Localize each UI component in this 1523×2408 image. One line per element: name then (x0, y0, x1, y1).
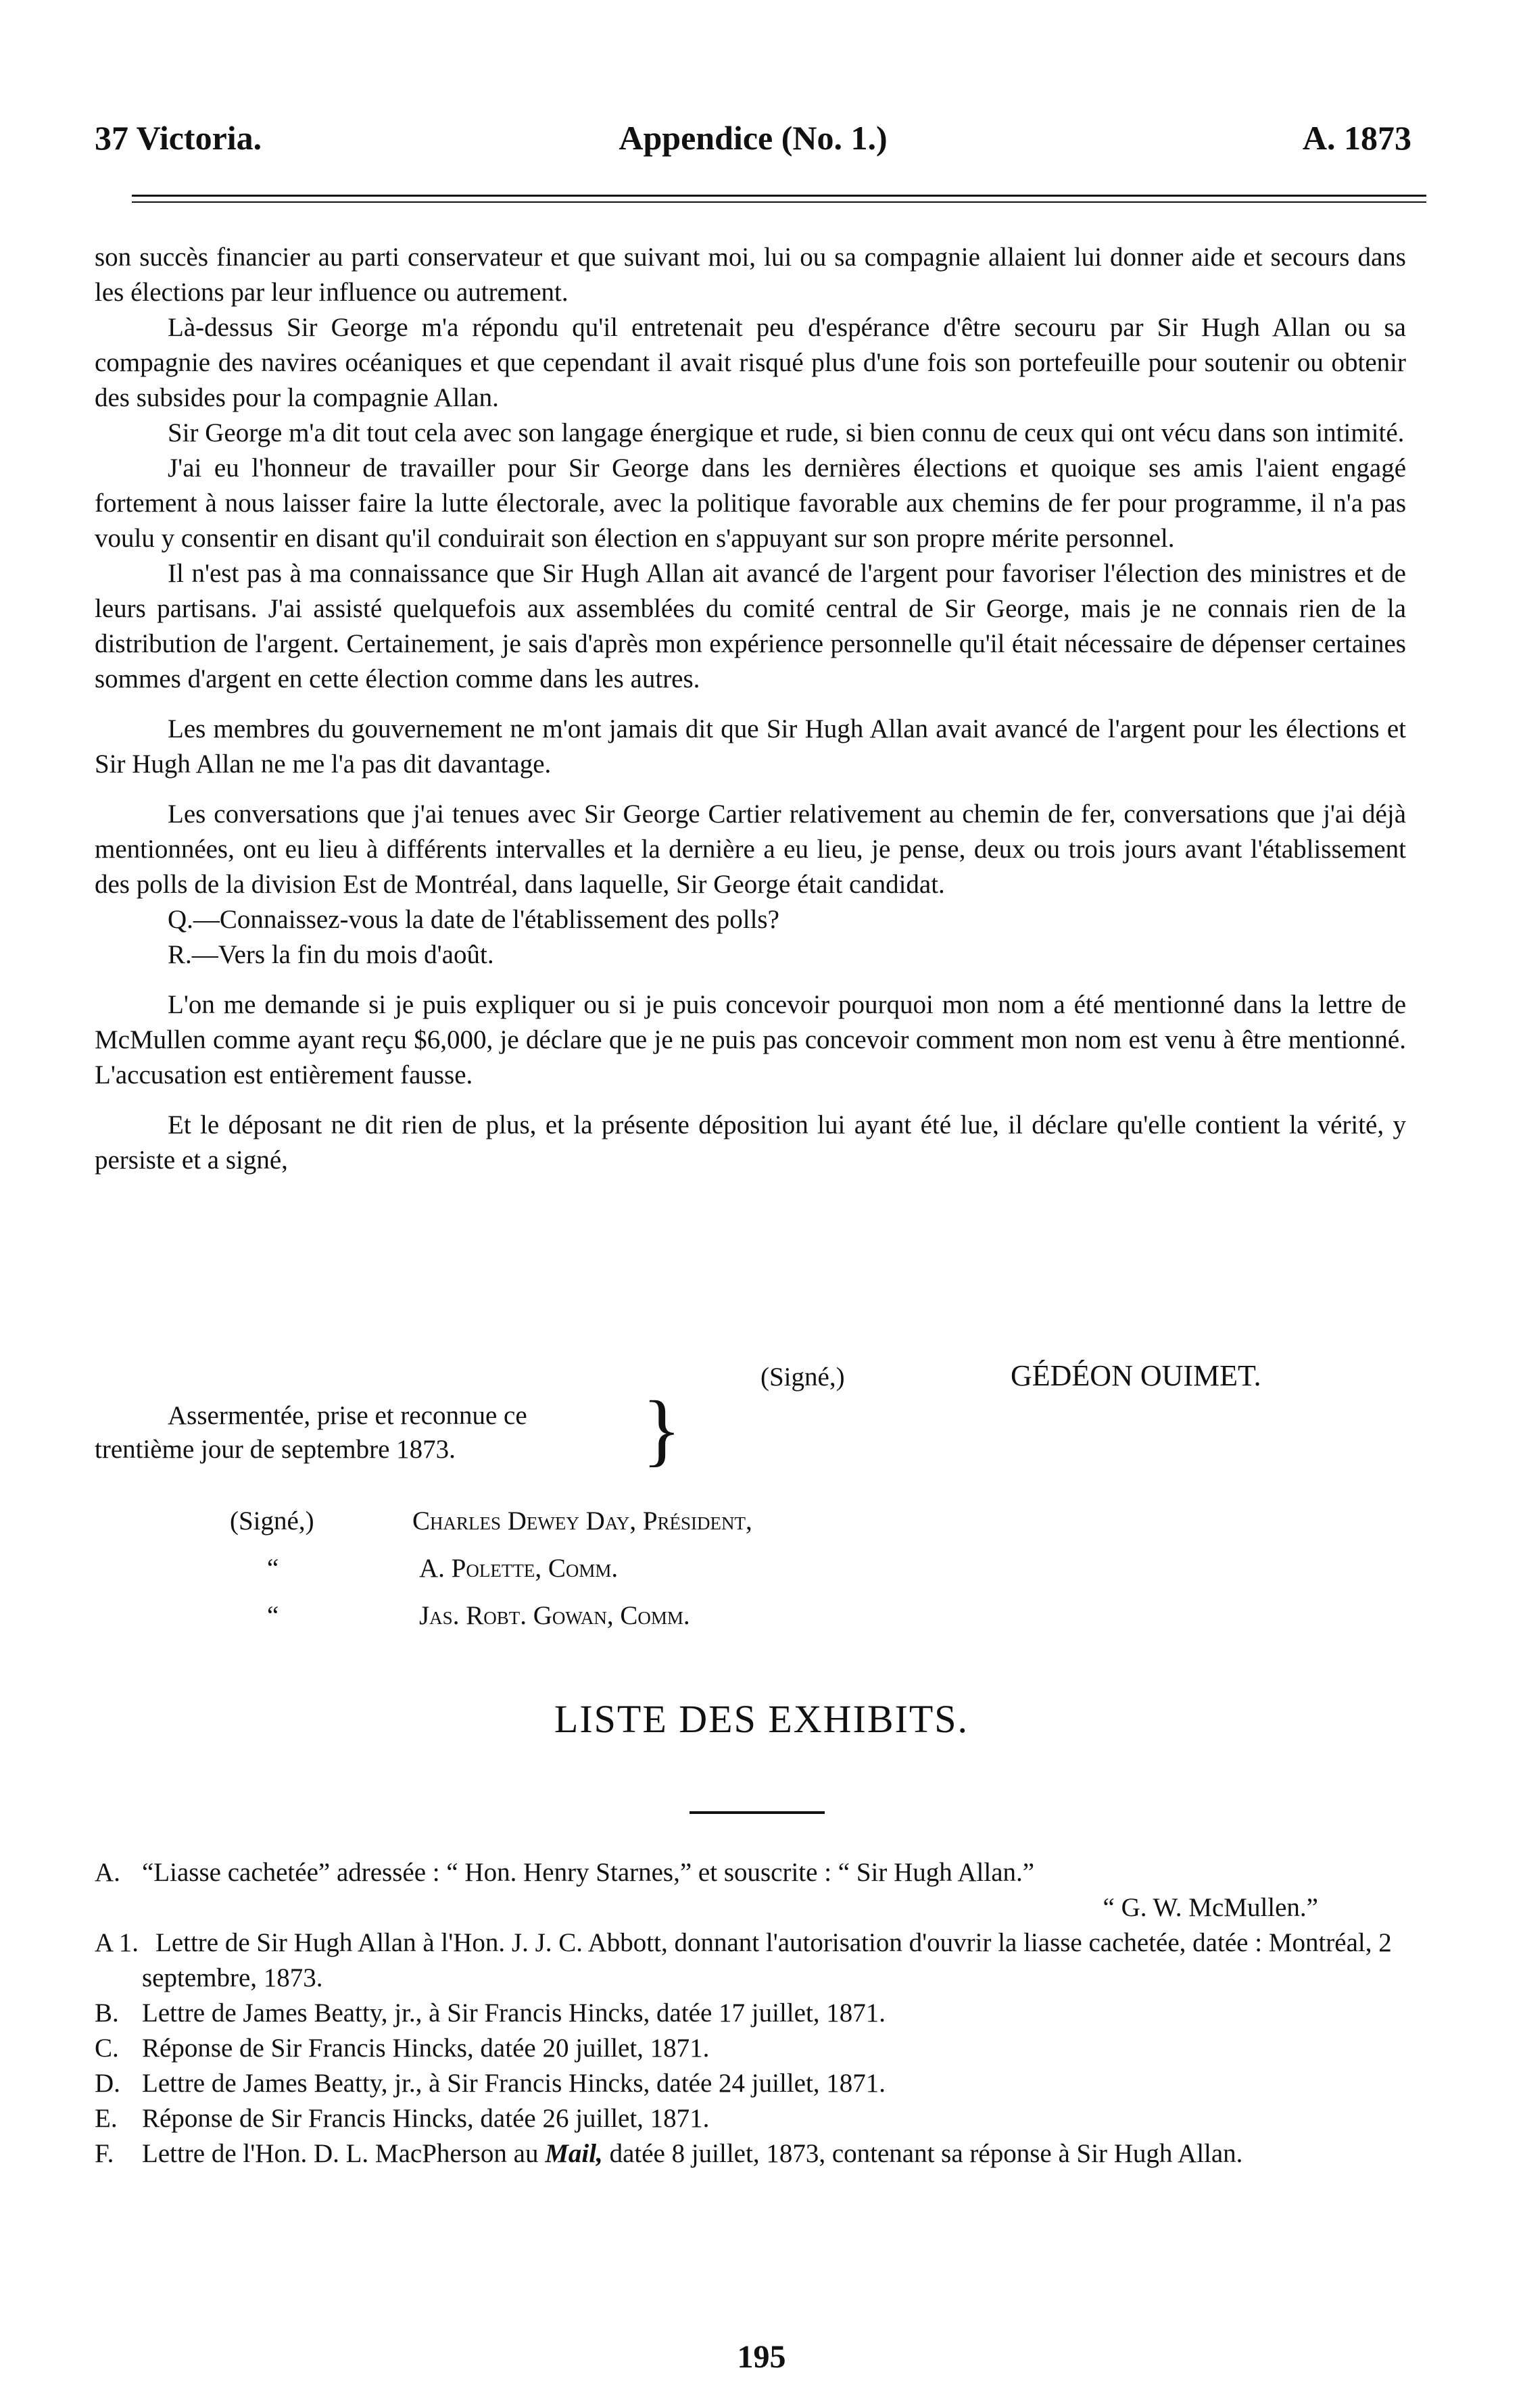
exhibit-text: Réponse de Sir Francis Hincks, datée 26 juillet, 1871. (142, 2104, 710, 2133)
commissioner-1: Charles Dewey Day, Président, (412, 1506, 752, 1535)
exhibit-text: Lettre de James Beatty, jr., à Sir Francis Hincks, datée 24 juillet, 1871. (142, 2069, 886, 2098)
header-year: A. 1873 (1302, 119, 1411, 157)
exhibit-label: C. (95, 2034, 119, 2063)
section-rule (690, 1811, 825, 1814)
page-number: 195 (737, 2339, 786, 2375)
commissioner-3: Jas. Robt. Gowan, Comm. (419, 1601, 690, 1630)
header-session: 37 Victoria. (95, 119, 262, 157)
signed-label: (Signé,) (760, 1362, 845, 1392)
header-appendix: Appendice (No. 1.) (619, 119, 888, 157)
exhibit-item (95, 1855, 1406, 1890)
brace: } (642, 1384, 681, 1474)
ditto-mark: “ (267, 1554, 279, 1583)
sworn-line-1: Assermentée, prise et reconnue ce (168, 1401, 527, 1430)
exhibit-list (95, 1855, 1406, 2171)
commissioner-2: A. Polette, Comm. (419, 1554, 619, 1583)
paragraph: Là-dessus Sir George m'a répondu qu'il entretenait peu d'espérance d'être secouru par Sir Hugh Allan ou sa compagnie des navires océaniques et que cependant il avait risqué plus d'une fois son portefeuille pour soutenir ou obtenir des subsides pour la compagnie Allan. (95, 313, 1406, 412)
paragraph: Et le déposant ne dit rien de plus, et la présente déposition lui ayant été lue, il déclare qu'elle contient la vérité, y persiste et a signé, (95, 1110, 1406, 1175)
paragraph: Les conversations que j'ai tenues avec Sir George Cartier relativement au chemin de fer, conversations que j'ai déjà mentionnées, ont eu lieu à différents intervalles et la dernière a eu lieu, je pense, deux ou trois jours avant l'établissement des polls de la division Est de Montréal, dans laquelle, Sir George était candidat. (95, 800, 1406, 899)
paragraph: J'ai eu l'honneur de travailler pour Sir George dans les dernières élections et quoique ses amis l'aient engagé fortement à nous laisser faire la lutte électorale, avec la politique favorable aux chemins de fer pour programme, il n'a pas voulu y consentir en disant qu'il conduirait son élection en s'appuyant sur son propre mérite personnel. (95, 453, 1406, 553)
exhibit-item (95, 2066, 1406, 2101)
paragraph: Les membres du gouvernement ne m'ont jamais dit que Sir Hugh Allan avait avancé de l'argent pour les élections et Sir Hugh Allan ne me l'a pas dit davantage. (95, 714, 1406, 779)
section-title: LISTE DES EXHIBITS. (554, 1697, 969, 1741)
exhibit-text: Réponse de Sir Francis Hincks, datée 20 juillet, 1871. (142, 2034, 710, 2063)
paragraph: Il n'est pas à ma connaissance que Sir Hugh Allan ait avancé de l'argent pour favoriser l'élection des ministres et de leurs partisans. J'ai assisté quelquefois aux assemblées du comité central de Sir George, mais je ne connais rien de la distribution de l'argent. Certainement, je sais d'après mon expérience personnelle qu'il était nécessaire de dépenser certaines sommes d'argent en cette élection comme dans les autres. (95, 559, 1406, 693)
paragraph: Sir George m'a dit tout cela avec son langage énergique et rude, si bien connu de ceux qui ont vécu dans son intimité. (168, 418, 1405, 447)
deponent-name: GÉDÉON OUIMET. (1011, 1359, 1261, 1392)
header-rule (132, 195, 1426, 197)
exhibit-label: B. (95, 1998, 119, 2028)
answer: R.—Vers la fin du mois d'août. (168, 940, 494, 969)
sworn-line-2: trentième jour de septembre 1873. (95, 1435, 456, 1464)
exhibit-item (95, 1925, 1406, 1996)
exhibit-text: “Liasse cachetée” adressée : “ Hon. Henry Starnes,” et souscrite : “ Sir Hugh Allan.” (142, 1858, 1035, 1887)
paragraph: son succès financier au parti conservateur et que suivant moi, lui ou sa compagnie allaient lui donner aide et secours dans les élections par leur influence ou autrement. (95, 243, 1406, 307)
header-rule-secondary (132, 201, 1426, 203)
exhibit-text: Lettre de Sir Hugh Allan à l'Hon. J. J. C. Abbott, donnant l'autorisation d'ouvrir la liasse cachetée, datée : Montréal, 2 septembre, 1873. (142, 1928, 1392, 1992)
running-header (95, 118, 1411, 166)
ditto-mark: “ (267, 1601, 279, 1630)
exhibit-text: Lettre de l'Hon. D. L. MacPherson au (142, 2139, 539, 2168)
exhibit-label: F. (95, 2139, 114, 2168)
exhibit-item (95, 1996, 1406, 2031)
paragraph: L'on me demande si je puis expliquer ou si je puis concevoir pourquoi mon nom a été mentionné dans la lettre de McMullen comme ayant reçu $6,000, je déclare que je ne puis pas concevoir comment mon nom est venu à être mentionné. L'accusation est entièrement fausse. (95, 990, 1406, 1089)
exhibit-label: E. (95, 2104, 118, 2133)
exhibit-label: D. (95, 2069, 120, 2098)
commissioners-signed-label: (Signé,) (230, 1506, 314, 1535)
exhibit-item (95, 2101, 1406, 2136)
exhibit-text: Lettre de James Beatty, jr., à Sir Francis Hincks, datée 17 juillet, 1871. (142, 1998, 886, 2028)
exhibit-signature: “ G. W. McMullen.” (1103, 1893, 1318, 1922)
exhibit-item (95, 2031, 1406, 2066)
signature-block (95, 1358, 1406, 1642)
deposition-text (95, 240, 1406, 1178)
exhibit-newspaper-title: Mail, (545, 2139, 603, 2168)
exhibit-item (95, 2136, 1406, 2171)
exhibit-text: datée 8 juillet, 1873, contenant sa réponse à Sir Hugh Allan. (609, 2139, 1243, 2168)
exhibit-label: A 1. (95, 1928, 139, 1957)
question: Q.—Connaissez-vous la date de l'établissement des polls? (168, 905, 779, 934)
exhibit-label: A. (95, 1858, 120, 1887)
